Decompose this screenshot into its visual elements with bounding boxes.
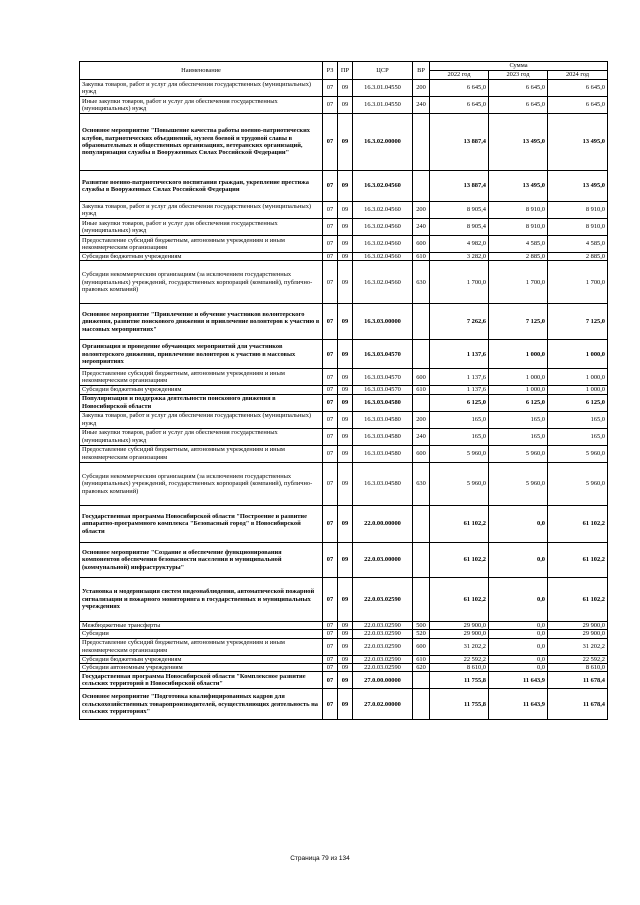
header-year-2024: 2024 год [548, 71, 608, 80]
cell-y3: 1 000,0 [548, 340, 608, 369]
cell-csr: 22.0.03.00000 [353, 542, 413, 577]
cell-y3: 8 910,0 [548, 219, 608, 236]
cell-rz: 07 [323, 202, 338, 219]
table-row [80, 689, 608, 720]
cell-csr: 16.3.02.04560 [353, 236, 413, 253]
cell-pr: 09 [338, 304, 353, 340]
cell-csr: 16.3.01.04550 [353, 80, 413, 97]
cell-y3: 8 610,0 [548, 664, 608, 672]
cell-rz: 07 [323, 97, 338, 114]
cell-name: Субсидии некоммерческим организациям (за исключением государственных (муниципальных) учреждений, государственных корпораций (компаний), публично-правовых компаний) [80, 261, 323, 304]
table-row [80, 577, 608, 621]
cell-pr: 09 [338, 261, 353, 304]
cell-y2: 1 700,0 [489, 261, 548, 304]
header-pr: ПР [338, 62, 353, 80]
cell-y2: 6 125,0 [489, 394, 548, 411]
cell-pr: 09 [338, 114, 353, 171]
cell-vr [413, 542, 430, 577]
cell-y1: 8 610,0 [430, 664, 489, 672]
cell-y3: 165,0 [548, 428, 608, 445]
cell-y1: 5 960,0 [430, 462, 489, 505]
cell-y3: 11 678,4 [548, 672, 608, 689]
cell-rz: 07 [323, 304, 338, 340]
cell-pr: 09 [338, 386, 353, 394]
table-row [80, 253, 608, 261]
cell-y3: 61 102,2 [548, 542, 608, 577]
table-row [80, 171, 608, 202]
cell-pr: 09 [338, 411, 353, 428]
cell-vr [413, 340, 430, 369]
cell-y1: 1 137,6 [430, 369, 489, 386]
cell-csr: 16.3.03.04570 [353, 386, 413, 394]
cell-rz: 07 [323, 445, 338, 462]
cell-rz: 07 [323, 664, 338, 672]
cell-pr: 09 [338, 80, 353, 97]
header-year-2022: 2022 год [430, 71, 489, 80]
cell-pr: 09 [338, 236, 353, 253]
table-row [80, 219, 608, 236]
cell-y1: 1 137,6 [430, 386, 489, 394]
cell-pr: 09 [338, 621, 353, 629]
cell-csr: 16.3.02.04560 [353, 261, 413, 304]
header-rz: РЗ [323, 62, 338, 80]
cell-name: Предоставление субсидий бюджетным, автономным учреждениям и иным некоммерческим организациям [80, 638, 323, 655]
cell-rz: 07 [323, 369, 338, 386]
cell-vr [413, 689, 430, 720]
table-row [80, 304, 608, 340]
table-row [80, 672, 608, 689]
cell-name: Межбюджетные трансферты [80, 621, 323, 629]
cell-y3: 5 960,0 [548, 445, 608, 462]
cell-y1: 29 900,0 [430, 621, 489, 629]
cell-name: Иные закупки товаров, работ и услуг для обеспечения государственных (муниципальных) нужд [80, 219, 323, 236]
cell-y1: 61 102,2 [430, 542, 489, 577]
cell-y1: 1 137,6 [430, 340, 489, 369]
cell-csr: 16.3.02.04560 [353, 253, 413, 261]
cell-rz: 07 [323, 114, 338, 171]
cell-y3: 13 495,0 [548, 114, 608, 171]
cell-rz: 07 [323, 394, 338, 411]
cell-y3: 8 910,0 [548, 202, 608, 219]
cell-vr: 600 [413, 638, 430, 655]
table-row [80, 97, 608, 114]
cell-csr: 16.3.02.04560 [353, 202, 413, 219]
cell-y2: 0,0 [489, 655, 548, 663]
cell-pr: 09 [338, 97, 353, 114]
cell-name: Закупка товаров, работ и услуг для обеспечения государственных (муниципальных) нужд [80, 80, 323, 97]
cell-vr: 200 [413, 411, 430, 428]
cell-y3: 7 125,0 [548, 304, 608, 340]
cell-y2: 11 643,9 [489, 689, 548, 720]
cell-pr: 09 [338, 445, 353, 462]
cell-name: Развитие военно-патриотического воспитания граждан, укрепление престижа службы в Вооруженных Силах Российской Федерации [80, 171, 323, 202]
cell-name: Закупка товаров, работ и услуг для обеспечения государственных (муниципальных) нужд [80, 202, 323, 219]
cell-y3: 165,0 [548, 411, 608, 428]
cell-vr [413, 577, 430, 621]
cell-y3: 2 885,0 [548, 253, 608, 261]
header-csr: ЦСР [353, 62, 413, 80]
cell-y2: 7 125,0 [489, 304, 548, 340]
cell-y1: 6 645,0 [430, 97, 489, 114]
cell-vr [413, 114, 430, 171]
cell-rz: 07 [323, 638, 338, 655]
cell-y3: 6 645,0 [548, 97, 608, 114]
cell-vr [413, 672, 430, 689]
table-row [80, 394, 608, 411]
cell-pr: 09 [338, 577, 353, 621]
header-sum: Сумма [430, 62, 608, 71]
cell-rz: 07 [323, 171, 338, 202]
cell-rz: 07 [323, 672, 338, 689]
cell-pr: 09 [338, 171, 353, 202]
cell-pr: 09 [338, 505, 353, 542]
cell-csr: 22.0.03.02590 [353, 638, 413, 655]
cell-rz: 07 [323, 462, 338, 505]
cell-y1: 8 905,4 [430, 219, 489, 236]
cell-csr: 16.3.03.04570 [353, 369, 413, 386]
cell-pr: 09 [338, 655, 353, 663]
cell-name: Закупка товаров, работ и услуг для обеспечения государственных (муниципальных) нужд [80, 411, 323, 428]
cell-rz: 07 [323, 340, 338, 369]
cell-pr: 09 [338, 369, 353, 386]
cell-pr: 09 [338, 664, 353, 672]
cell-vr: 240 [413, 428, 430, 445]
cell-y2: 8 910,0 [489, 202, 548, 219]
cell-y1: 5 960,0 [430, 445, 489, 462]
cell-y2: 13 495,0 [489, 171, 548, 202]
cell-csr: 22.0.03.02590 [353, 655, 413, 663]
cell-y1: 31 202,2 [430, 638, 489, 655]
cell-y2: 0,0 [489, 505, 548, 542]
table-body [80, 80, 608, 720]
cell-y1: 1 700,0 [430, 261, 489, 304]
cell-csr: 16.3.03.04570 [353, 340, 413, 369]
cell-name: Предоставление субсидий бюджетным, автономным учреждениям и иным некоммерческим организациям [80, 236, 323, 253]
cell-y2: 0,0 [489, 577, 548, 621]
table-row [80, 462, 608, 505]
cell-y1: 61 102,2 [430, 577, 489, 621]
cell-name: Основное мероприятие "Привлечение и обучение участников волонтерского движения, развитие поискового движения и привлечение волонтеров к участию в массовых мероприятиях" [80, 304, 323, 340]
cell-rz: 07 [323, 689, 338, 720]
header-vr: ВР [413, 62, 430, 80]
cell-pr: 09 [338, 542, 353, 577]
cell-y3: 29 900,0 [548, 630, 608, 638]
cell-name: Государственная программа Новосибирской области "Комплексное развитие сельских территорий в Новосибирской области" [80, 672, 323, 689]
cell-pr: 09 [338, 202, 353, 219]
cell-pr: 09 [338, 689, 353, 720]
cell-rz: 07 [323, 261, 338, 304]
cell-vr: 610 [413, 655, 430, 663]
cell-y3: 1 000,0 [548, 369, 608, 386]
cell-y1: 7 262,6 [430, 304, 489, 340]
cell-y2: 11 643,9 [489, 672, 548, 689]
cell-rz: 07 [323, 621, 338, 629]
cell-y2: 4 585,0 [489, 236, 548, 253]
cell-name: Основное мероприятие "Подготовка квалифицированных кадров для сельскохозяйственных товаропроизводителей, осуществляющих деятельность на сельских территориях" [80, 689, 323, 720]
cell-csr: 16.3.03.04580 [353, 462, 413, 505]
cell-y1: 165,0 [430, 411, 489, 428]
cell-vr: 630 [413, 462, 430, 505]
table-row [80, 340, 608, 369]
cell-y1: 6 125,0 [430, 394, 489, 411]
cell-name: Основное мероприятие "Повышение качества работы военно-патриотических клубов, патриотических объединений, музеев боевой и трудовой славы в образовательных и общественных организациях, ветеранских организаций, популяризация службы в Вооруженных Силах Российской Федерации" [80, 114, 323, 171]
cell-csr: 16.3.03.00000 [353, 304, 413, 340]
cell-csr: 22.0.03.02590 [353, 664, 413, 672]
cell-y1: 61 102,2 [430, 505, 489, 542]
cell-name: Субсидии некоммерческим организациям (за исключением государственных (муниципальных) учреждений, государственных корпораций (компаний), публично-правовых компаний) [80, 462, 323, 505]
cell-y2: 165,0 [489, 428, 548, 445]
cell-y3: 6 645,0 [548, 80, 608, 97]
cell-y1: 8 905,4 [430, 202, 489, 219]
cell-y1: 3 282,0 [430, 253, 489, 261]
cell-csr: 22.0.03.02590 [353, 577, 413, 621]
cell-y3: 1 700,0 [548, 261, 608, 304]
cell-y1: 11 755,8 [430, 672, 489, 689]
cell-name: Иные закупки товаров, работ и услуг для обеспечения государственных (муниципальных) нужд [80, 97, 323, 114]
cell-vr: 600 [413, 445, 430, 462]
cell-rz: 07 [323, 655, 338, 663]
cell-csr: 16.3.02.04560 [353, 219, 413, 236]
cell-y2: 0,0 [489, 664, 548, 672]
cell-vr: 620 [413, 664, 430, 672]
cell-y2: 0,0 [489, 542, 548, 577]
table-row [80, 621, 608, 629]
cell-y2: 6 645,0 [489, 97, 548, 114]
page-footer: Страница 79 из 134 [290, 855, 350, 862]
cell-y3: 11 678,4 [548, 689, 608, 720]
cell-vr: 240 [413, 219, 430, 236]
cell-y3: 22 592,2 [548, 655, 608, 663]
table-row [80, 80, 608, 97]
cell-y2: 13 495,0 [489, 114, 548, 171]
cell-pr: 09 [338, 394, 353, 411]
cell-vr: 520 [413, 630, 430, 638]
header-name: Наименование [80, 62, 323, 80]
cell-y2: 2 885,0 [489, 253, 548, 261]
table-row [80, 655, 608, 663]
cell-vr: 200 [413, 80, 430, 97]
cell-csr: 16.3.02.00000 [353, 114, 413, 171]
budget-table [79, 61, 608, 720]
cell-rz: 07 [323, 542, 338, 577]
cell-rz: 07 [323, 253, 338, 261]
table-row [80, 638, 608, 655]
cell-y2: 5 960,0 [489, 462, 548, 505]
cell-rz: 07 [323, 80, 338, 97]
cell-y1: 6 645,0 [430, 80, 489, 97]
cell-csr: 16.3.03.04580 [353, 394, 413, 411]
cell-rz: 07 [323, 428, 338, 445]
cell-y2: 1 000,0 [489, 369, 548, 386]
cell-vr [413, 505, 430, 542]
cell-name: Субсидии автономным учреждениям [80, 664, 323, 672]
table-row [80, 261, 608, 304]
cell-rz: 07 [323, 577, 338, 621]
cell-vr: 500 [413, 621, 430, 629]
cell-name: Государственная программа Новосибирской области "Построение и развитие аппаратно-программного комплекса "Безопасный город" в Новосибирской области [80, 505, 323, 542]
cell-vr: 240 [413, 97, 430, 114]
table-row [80, 236, 608, 253]
cell-y1: 13 887,4 [430, 114, 489, 171]
cell-y2: 0,0 [489, 630, 548, 638]
cell-rz: 07 [323, 505, 338, 542]
cell-y3: 4 585,0 [548, 236, 608, 253]
cell-name: Субсидии бюджетным учреждениям [80, 655, 323, 663]
cell-vr: 630 [413, 261, 430, 304]
cell-csr: 27.0.02.00000 [353, 689, 413, 720]
header-year-2023: 2023 год [489, 71, 548, 80]
cell-y1: 29 900,0 [430, 630, 489, 638]
cell-y2: 165,0 [489, 411, 548, 428]
cell-csr: 16.3.01.04550 [353, 97, 413, 114]
cell-rz: 07 [323, 386, 338, 394]
cell-name: Популяризация и поддержка деятельности поискового движения в Новосибирской области [80, 394, 323, 411]
cell-y1: 13 887,4 [430, 171, 489, 202]
cell-pr: 09 [338, 630, 353, 638]
table-row [80, 542, 608, 577]
cell-y2: 1 000,0 [489, 340, 548, 369]
cell-y1: 4 982,0 [430, 236, 489, 253]
cell-csr: 22.0.03.02590 [353, 630, 413, 638]
table-row [80, 114, 608, 171]
table-row [80, 369, 608, 386]
cell-y3: 29 900,0 [548, 621, 608, 629]
cell-pr: 09 [338, 638, 353, 655]
table-row [80, 428, 608, 445]
cell-y1: 165,0 [430, 428, 489, 445]
cell-csr: 27.0.00.00000 [353, 672, 413, 689]
cell-y2: 1 000,0 [489, 386, 548, 394]
table-row [80, 202, 608, 219]
cell-vr: 600 [413, 236, 430, 253]
cell-y2: 5 960,0 [489, 445, 548, 462]
cell-rz: 07 [323, 219, 338, 236]
cell-vr [413, 171, 430, 202]
cell-csr: 16.3.03.04580 [353, 445, 413, 462]
cell-vr [413, 394, 430, 411]
table-row [80, 664, 608, 672]
cell-y3: 1 000,0 [548, 386, 608, 394]
cell-vr: 610 [413, 253, 430, 261]
cell-y3: 31 202,2 [548, 638, 608, 655]
cell-name: Основное мероприятие "Создание и обеспечение функционирования компонентов обеспечения безопасности населения и муниципальной (коммунальной) инфраструктуры" [80, 542, 323, 577]
cell-vr: 600 [413, 369, 430, 386]
cell-y2: 6 645,0 [489, 80, 548, 97]
cell-pr: 09 [338, 253, 353, 261]
cell-vr: 610 [413, 386, 430, 394]
cell-vr [413, 304, 430, 340]
cell-pr: 09 [338, 672, 353, 689]
cell-csr: 22.0.00.00000 [353, 505, 413, 542]
cell-name: Предоставление субсидий бюджетным, автономным учреждениям и иным некоммерческим организациям [80, 445, 323, 462]
cell-pr: 09 [338, 462, 353, 505]
cell-csr: 22.0.03.02590 [353, 621, 413, 629]
cell-y1: 11 755,8 [430, 689, 489, 720]
cell-pr: 09 [338, 428, 353, 445]
cell-rz: 07 [323, 411, 338, 428]
cell-y2: 0,0 [489, 621, 548, 629]
cell-name: Иные закупки товаров, работ и услуг для обеспечения государственных (муниципальных) нужд [80, 428, 323, 445]
table-row [80, 505, 608, 542]
cell-name: Организация и проведение обучающих мероприятий для участников волонтерского движения, привлечение волонтеров к участию в массовых мероприятиях [80, 340, 323, 369]
cell-name: Предоставление субсидий бюджетным, автономным учреждениям и иным некоммерческим организациям [80, 369, 323, 386]
table-row [80, 445, 608, 462]
table-row [80, 411, 608, 428]
cell-y1: 22 592,2 [430, 655, 489, 663]
cell-y2: 0,0 [489, 638, 548, 655]
cell-rz: 07 [323, 236, 338, 253]
cell-csr: 16.3.03.04580 [353, 411, 413, 428]
cell-name: Субсидии бюджетным учреждениям [80, 253, 323, 261]
cell-name: Субсидии [80, 630, 323, 638]
cell-name: Субсидии бюджетным учреждениям [80, 386, 323, 394]
table-row [80, 386, 608, 394]
cell-name: Установка и модернизация систем видеонаблюдения, автоматической пожарной сигнализации и пожарного мониторинга в государственных и муниципальных учреждениях [80, 577, 323, 621]
cell-y3: 61 102,2 [548, 505, 608, 542]
cell-pr: 09 [338, 219, 353, 236]
cell-rz: 07 [323, 630, 338, 638]
cell-y3: 13 495,0 [548, 171, 608, 202]
cell-csr: 16.3.03.04580 [353, 428, 413, 445]
cell-y3: 6 125,0 [548, 394, 608, 411]
cell-pr: 09 [338, 340, 353, 369]
cell-y2: 8 910,0 [489, 219, 548, 236]
cell-csr: 16.3.02.04560 [353, 171, 413, 202]
budget-sheet [79, 61, 607, 720]
cell-y3: 61 102,2 [548, 577, 608, 621]
cell-vr: 200 [413, 202, 430, 219]
cell-y3: 5 960,0 [548, 462, 608, 505]
table-row [80, 630, 608, 638]
